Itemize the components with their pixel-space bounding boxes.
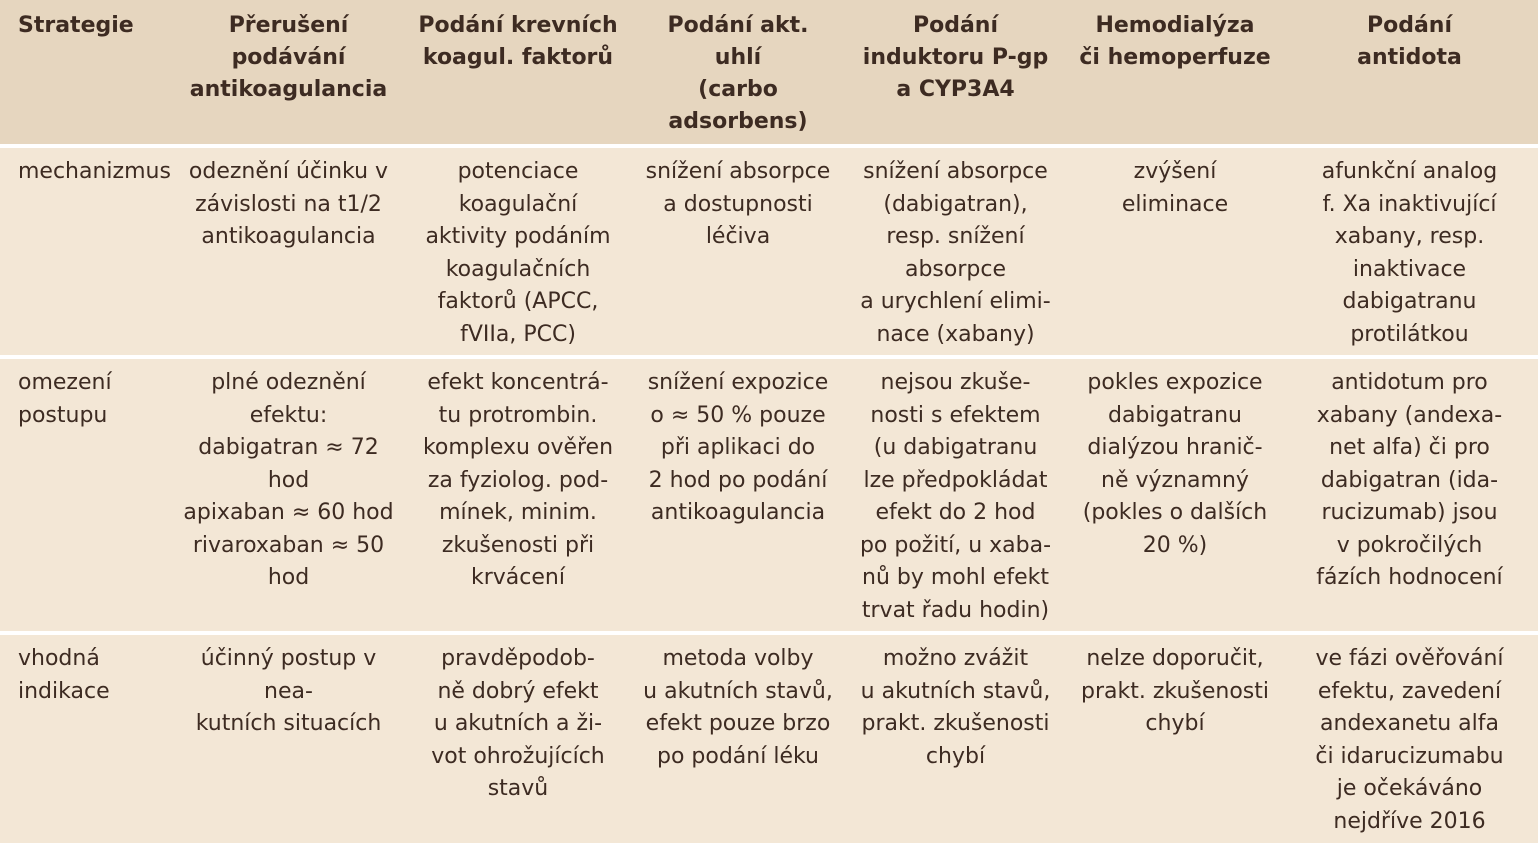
table-cell: účinný postup v nea- kutních situacích xyxy=(175,635,402,843)
header-aktivni-uhli: Podání akt. uhlí (carbo adsorbens) xyxy=(634,0,842,148)
table-cell: zvýšení eliminace xyxy=(1069,148,1281,359)
row-label: vhodná indikace xyxy=(0,635,175,843)
table-row-omezeni xyxy=(0,359,1538,635)
table-row-indikace xyxy=(0,635,1538,843)
table-cell: metoda volby u akutních stavů, efekt pouze brzo po podání léku xyxy=(634,635,842,843)
table-cell: afunkční analog f. Xa inaktivující xabany, resp. inaktivace dabigatranu protilátkou xyxy=(1281,148,1538,359)
table-cell: snížení absorpce a dostupnosti léčiva xyxy=(634,148,842,359)
header-preruseni: Přerušení podávání antikoagulancia xyxy=(175,0,402,148)
table-cell: pravděpodob- ně dobrý efekt u akutních a ži- vot ohrožujících stavů xyxy=(402,635,634,843)
table-row-mechanizmus xyxy=(0,148,1538,359)
header-hemodialyza: Hemodialýza či hemoperfuze xyxy=(1069,0,1281,148)
row-label: mechanizmus xyxy=(0,148,175,359)
table-cell: pokles expozice dabigatranu dialýzou hranič- ně významný (pokles o dalších 20 %) xyxy=(1069,359,1281,635)
header-antidota: Podání antidota xyxy=(1281,0,1538,148)
header-induktor: Podání induktoru P-gp a CYP3A4 xyxy=(842,0,1069,148)
table-cell: odeznění účinku v závislosti na t1/2 antikoagulancia xyxy=(175,148,402,359)
table-cell: snížení absorpce (dabigatran), resp. snížení absorpce a urychlení elimi- nace (xabany) xyxy=(842,148,1069,359)
table-header xyxy=(0,0,1538,148)
table-cell: snížení expozice o ≈ 50 % pouze při aplikaci do 2 hod po podání antikoagulancia xyxy=(634,359,842,635)
table-cell: nelze doporučit, prakt. zkušenosti chybí xyxy=(1069,635,1281,843)
table-cell: potenciace koagulační aktivity podáním koagulačních faktorů (APCC, fVIIa, PCC) xyxy=(402,148,634,359)
table-cell: ve fázi ověřování efektu, zavedení andexanetu alfa či idarucizumabu je očekáváno nejdříve 2016 xyxy=(1281,635,1538,843)
row-label: omezení postupu xyxy=(0,359,175,635)
table-cell: antidotum pro xabany (andexa- net alfa) či pro dabigatran (ida- rucizumab) jsou v pokročilých fázích hodnocení xyxy=(1281,359,1538,635)
table-cell: možno zvážit u akutních stavů, prakt. zkušenosti chybí xyxy=(842,635,1069,843)
table-body xyxy=(0,148,1538,843)
header-strategie: Strategie xyxy=(0,0,175,148)
header-row xyxy=(0,0,1538,148)
table-cell: plné odeznění efektu: dabigatran ≈ 72 hod apixaban ≈ 60 hod rivaroxaban ≈ 50 hod xyxy=(175,359,402,635)
table-cell: efekt koncentrá- tu protrombin. komplexu ověřen za fyziolog. pod- mínek, minim. zkušenosti při krvácení xyxy=(402,359,634,635)
header-koagul-faktory: Podání krevních koagul. faktorů xyxy=(402,0,634,148)
table-cell: nejsou zkuše- nosti s efektem (u dabigatranu lze předpokládat efekt do 2 hod po požití, u xaba- nů by mohl efekt trvat řadu hodin) xyxy=(842,359,1069,635)
